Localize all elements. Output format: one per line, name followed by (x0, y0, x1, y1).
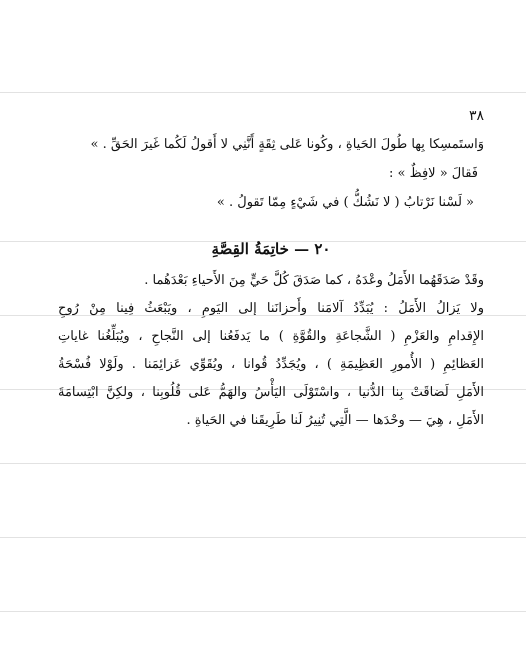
paragraph-line: العَظائِمِ ( الأُمورِ العَظِيمَةِ ) ، ويُجَدِّدُ قُوانا ، ويُقَوِّي عَزائِمَنا . ولَوْلا فُسْحَةُ (58, 357, 484, 372)
paragraph-line: الأَمَلِ ، هِيَ — وحْدَها — الَّتِي تُنِيرُ لَنا طَرِيقَنا في الحَياةِ . (186, 413, 484, 428)
section-title: ٢٠ — خاتِمَةُ القِصَّةِ (211, 240, 331, 258)
text-line: وَاستَمسِكا بِها طُولَ الحَياةِ ، وكُونا عَلى ثِقَةٍ أَنَّنِي لا أَقولُ لَكُما غَيرَ الحَقِّ . » (90, 137, 484, 152)
background-rule (0, 92, 526, 93)
paragraph-line: الأَمَلِ لَضاقَتْ بِنا الدُّنيا ، واسْتَوْلَى اليَأْسُ والهَمُّ عَلى قُلُوبِنا ، ولكِنَّ ابْتِسامَةَ (58, 385, 484, 400)
paragraph-line: وقَدْ صَدَقَهُما الأَمَلُ وعْدَهُ ، كما صَدَقَ كُلَّ حَيٍّ مِنَ الأَحياءِ بَعْدَهُما . (144, 273, 484, 288)
text-line: فَقالَ « لافِظٌ » : (389, 166, 478, 181)
background-rule (0, 463, 526, 464)
page-number: ٣٨ (468, 108, 484, 124)
paragraph-line: الإِقدامِ والعَزْمِ ( الشَّجاعَةِ والقُوَّةِ ) ما يَدفَعُنا إلى النَّجاحِ ، ويُبَلِّغُنا غاياتِ (58, 329, 484, 344)
paragraph-line: ولا يَزالُ الأَمَلُ : يُبَدِّدُ آلامَنا وأَحزانَنا إلى اليَومِ ، ويَبْعَثُ فِينا مِنْ رُوحِ (58, 301, 484, 316)
background-rule (0, 611, 526, 612)
background-rule (0, 537, 526, 538)
text-line: « لَسْنا نَرْتابُ ( لا نَشُكُّ ) في شَيْءٍ مِمّا تَقولُ . » (216, 195, 474, 210)
